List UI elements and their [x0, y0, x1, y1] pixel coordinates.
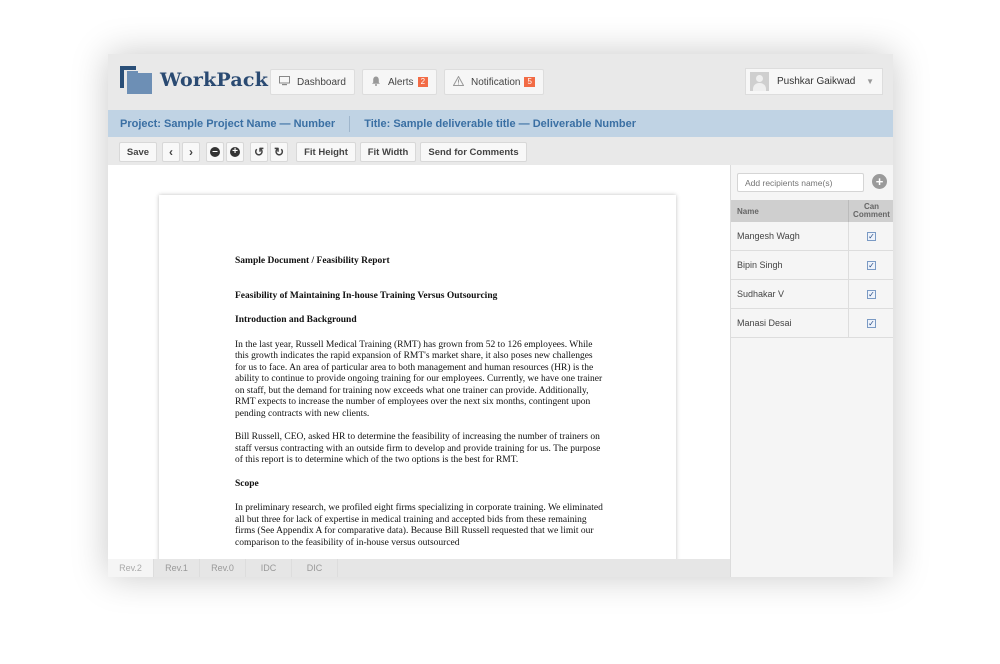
paragraph: In preliminary research, we profiled eight firms specializing in corporate training. We eliminated all but three for lack of expertise in medical training and accepted bids from these remaining firms (See Appendix A for comparative data). Because Bill Russell requested that we limit our comparison to the feasibility of in-house versus outsourced	[235, 503, 603, 548]
chevron-right-icon: ›	[189, 145, 193, 159]
section-heading: Introduction and Background	[235, 315, 357, 325]
recipient-name: Manasi Desai	[731, 309, 849, 337]
monitor-icon	[279, 76, 290, 89]
notification-label: Notification	[471, 76, 521, 88]
document-subtitle: Feasibility of Maintaining In-house Training Versus Outsourcing	[235, 290, 498, 301]
can-comment-checkbox[interactable]: ✓	[868, 231, 875, 241]
alerts-label: Alerts	[388, 76, 414, 88]
tab-idc[interactable]: IDC	[246, 559, 292, 577]
notification-button[interactable]	[444, 69, 544, 95]
next-page-button[interactable]	[182, 142, 200, 162]
project-name: Project: Sample Project Name — Number	[120, 117, 336, 130]
add-recipient-button[interactable]	[872, 174, 887, 189]
logo[interactable]	[120, 66, 268, 94]
project-bar	[108, 110, 893, 137]
can-comment-checkbox[interactable]: ✓	[868, 260, 875, 270]
table-header	[731, 200, 893, 222]
plus-icon: +	[875, 174, 884, 189]
document-title: Sample Document / Feasibility Report	[235, 256, 390, 266]
rotate-right-button[interactable]	[270, 142, 288, 162]
notification-count-badge: 5	[524, 77, 534, 87]
table-row	[731, 309, 893, 338]
save-button[interactable]: Save	[119, 142, 157, 162]
alerts-button[interactable]	[362, 69, 437, 95]
previous-page-button[interactable]	[162, 142, 180, 162]
fit-height-button[interactable]: Fit Height	[296, 142, 356, 162]
tab-rev0[interactable]: Rev.0	[200, 559, 246, 577]
tab-rev1[interactable]: Rev.1	[154, 559, 200, 577]
dashboard-label: Dashboard	[297, 76, 346, 88]
zoom-in-button[interactable]	[226, 142, 244, 162]
table-row	[731, 251, 893, 280]
avatar	[750, 72, 769, 91]
bell-icon	[371, 76, 381, 89]
document-toolbar	[108, 137, 893, 165]
recipient-name: Sudhakar V	[731, 280, 849, 308]
fit-width-button[interactable]: Fit Width	[360, 142, 416, 162]
chevron-down-icon: ▼	[866, 77, 874, 86]
recipient-name: Bipin Singh	[731, 251, 849, 279]
paragraph: Bill Russell, CEO, asked HR to determine the feasibility of increasing the number of trainers on staff versus contracting with an outside firm to develop and provide training for us. The purpose of this report is to determine which of the two options is the best for RMT.	[235, 432, 601, 465]
top-header	[108, 54, 893, 110]
document-viewer[interactable]	[108, 165, 730, 559]
rotate-left-button[interactable]	[250, 142, 268, 162]
alerts-count-badge: 2	[418, 77, 428, 87]
recipients-table	[731, 200, 893, 338]
column-header-can-comment: Can Comment	[853, 202, 890, 219]
recipients-panel	[730, 165, 893, 577]
paragraph: In the last year, Russell Medical Training (RMT) has grown from 52 to 126 employees. While this growth indicates the rapid expansion of RMT's market share, it also poses new challenges for us to face. An area of particular area to both management and human resources (HR) is the ability to continue to provide ongoing training for our employees. Currently, we have one trainer on staff, but the demand for training now exceeds what one trainer can provide. Additionally, RMT expects to increase the number of employees over the next six months, contingent upon pending contracts with new clients.	[235, 339, 603, 419]
deliverable-title: Title: Sample deliverable title — Deliverable Number	[364, 117, 637, 130]
send-for-comments-button[interactable]: Send for Comments	[420, 142, 527, 162]
recipients-input[interactable]	[737, 173, 864, 192]
warning-icon	[453, 76, 464, 89]
revision-tabs	[108, 559, 730, 577]
workpack-logo-icon	[120, 66, 152, 94]
recipient-name: Mangesh Wagh	[731, 222, 849, 250]
can-comment-checkbox[interactable]: ✓	[868, 289, 875, 299]
rotate-right-icon: ↻	[273, 145, 285, 159]
section-heading: Scope	[235, 478, 259, 489]
app-name: WorkPack	[160, 69, 269, 91]
plus-circle-icon: +	[230, 147, 240, 157]
user-menu[interactable]	[745, 68, 883, 95]
divider	[349, 116, 350, 132]
chevron-left-icon: ‹	[169, 145, 173, 159]
table-row	[731, 280, 893, 309]
table-row	[731, 222, 893, 251]
app-window	[108, 54, 893, 577]
document-content	[235, 256, 605, 559]
dashboard-button[interactable]	[270, 69, 355, 95]
minus-circle-icon: –	[210, 147, 220, 157]
tab-dic[interactable]: DIC	[292, 559, 338, 577]
rotate-left-icon: ↺	[253, 145, 265, 159]
can-comment-checkbox[interactable]: ✓	[868, 318, 875, 328]
user-name: Pushkar Gaikwad	[777, 76, 856, 87]
tab-rev2[interactable]: Rev.2	[108, 559, 154, 577]
document-page	[159, 195, 676, 559]
column-header-name: Name	[731, 200, 849, 222]
zoom-out-button[interactable]	[206, 142, 224, 162]
